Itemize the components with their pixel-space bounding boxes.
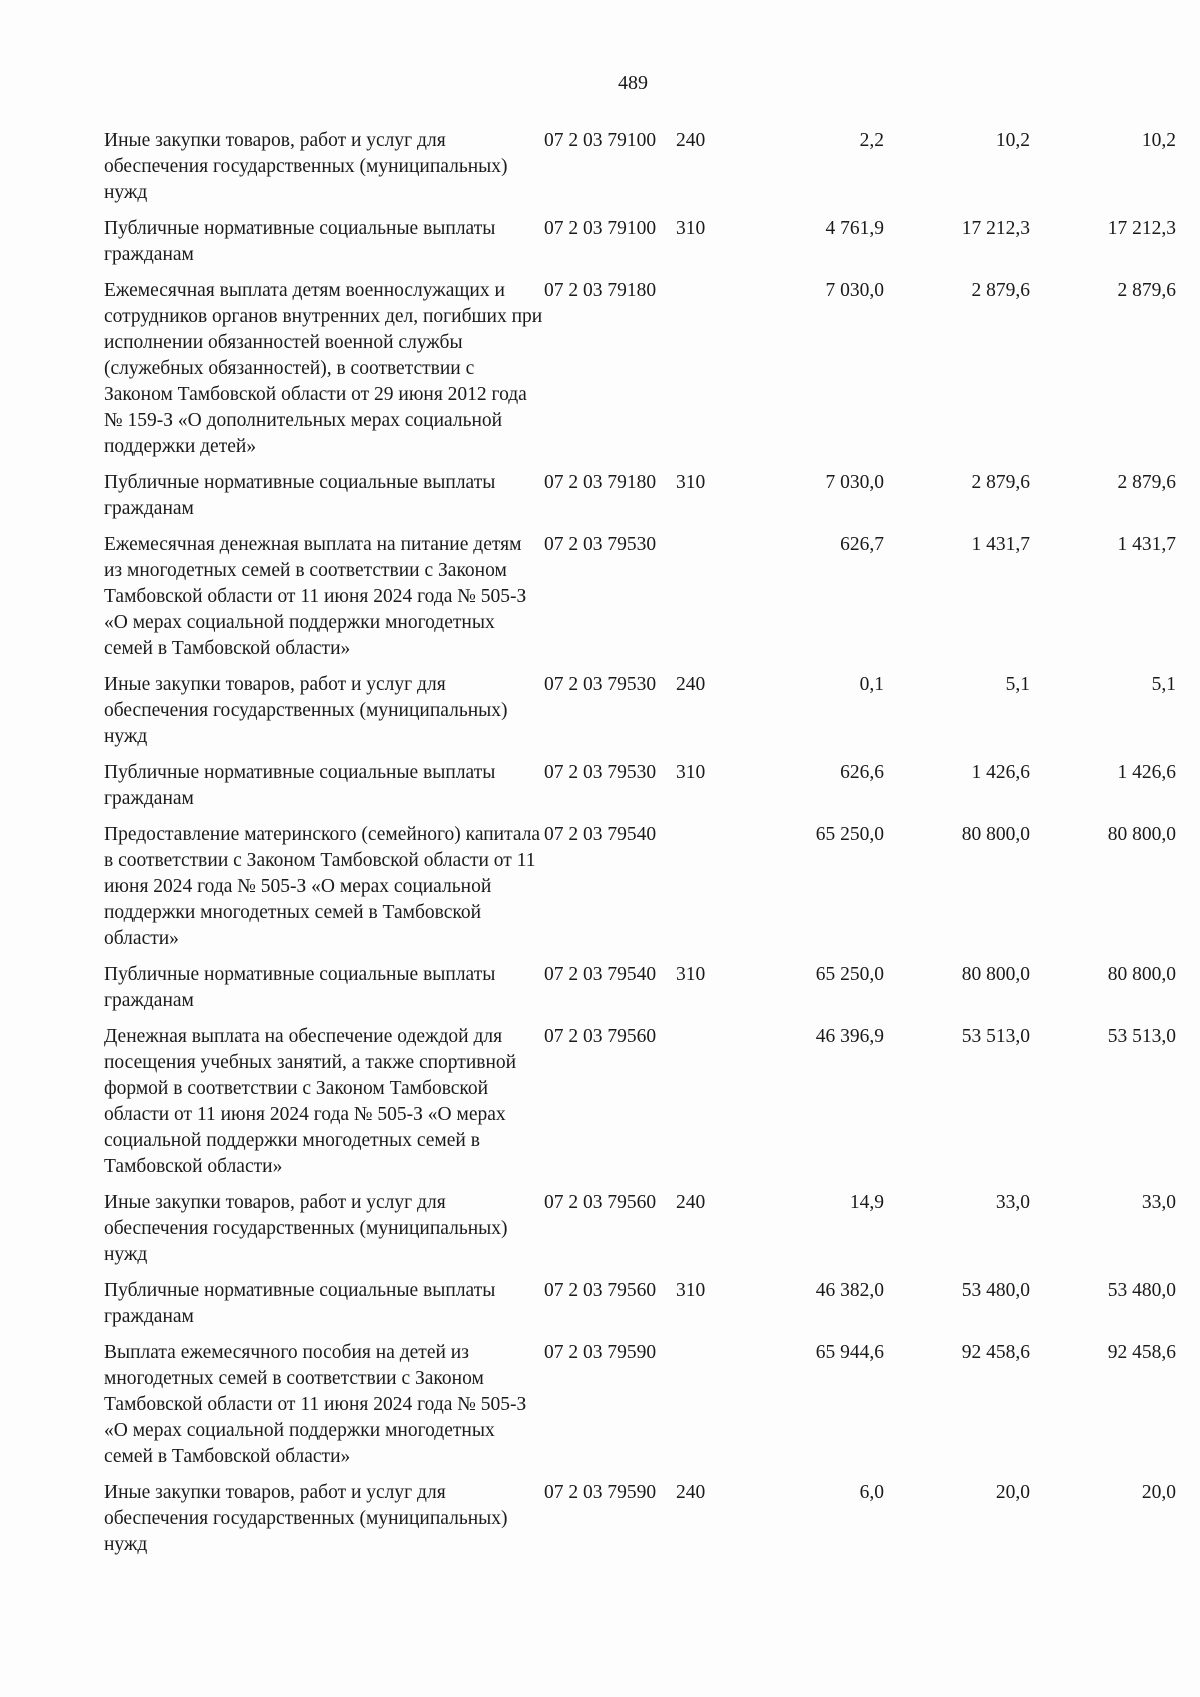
row-amount-year-3: 80 800,0 — [1107, 964, 1176, 985]
row-amount-year-1: 626,6 — [840, 762, 884, 783]
row-name: Ежемесячная выплата детям военнослужащих и сотрудников органов внутренних дел, погибших при исполнении обязанностей военной службы (служебных обязанностей), в соответствии с Законом Тамбовской области от 29 июня 2012 года № 159-З «О дополнительных мерах социальной поддержки детей» — [104, 280, 543, 457]
row-amount-year-2: 80 800,0 — [961, 964, 1030, 985]
row-name: Публичные нормативные социальные выплаты гражданам — [104, 218, 496, 265]
row-expense-type — [676, 822, 738, 962]
row-name: Публичные нормативные социальные выплаты гражданам — [104, 472, 496, 519]
row-name: Иные закупки товаров, работ и услуг для обеспечения государственных (муниципальных) нужд — [104, 1192, 508, 1265]
row-name: Публичные нормативные социальные выплаты гражданам — [104, 964, 496, 1011]
row-amount-year-3: 5,1 — [1151, 674, 1176, 695]
row-amount-year-1: 14,9 — [849, 1192, 884, 1213]
row-expense-type: 310 — [676, 762, 706, 783]
row-code: 07 2 03 79100 — [544, 130, 657, 151]
row-name: Денежная выплата на обеспечение одеждой для посещения учебных занятий, а также спортивной формой в соответствии с Законом Тамбовской области от 11 июня 2024 года № 505-З «О мерах социальной поддержки многодетных семей в Тамбовской области» — [104, 1026, 517, 1177]
table-row — [104, 1278, 1176, 1340]
row-amount-year-1: 6,0 — [859, 1482, 884, 1503]
row-amount-year-2: 5,1 — [1005, 674, 1030, 695]
row-name: Публичные нормативные социальные выплаты гражданам — [104, 762, 496, 809]
row-expense-type: 310 — [676, 964, 706, 985]
row-name: Иные закупки товаров, работ и услуг для обеспечения государственных (муниципальных) нужд — [104, 130, 508, 203]
row-code: 07 2 03 79530 — [544, 762, 657, 783]
row-amount-year-3: 92 458,6 — [1107, 1342, 1176, 1363]
budget-table-body — [104, 128, 1176, 1568]
row-amount-year-3: 1 431,7 — [1117, 534, 1176, 555]
row-amount-year-2: 53 513,0 — [961, 1026, 1030, 1047]
row-code: 07 2 03 79540 — [544, 964, 657, 985]
row-expense-type: 240 — [676, 1482, 706, 1503]
row-amount-year-3: 2 879,6 — [1117, 280, 1176, 301]
row-expense-type: 240 — [676, 130, 706, 151]
table-row — [104, 216, 1176, 278]
row-code: 07 2 03 79530 — [544, 674, 657, 695]
row-amount-year-1: 7 030,0 — [825, 280, 884, 301]
table-row — [104, 532, 1176, 672]
table-row — [104, 672, 1176, 760]
row-name: Иные закупки товаров, работ и услуг для обеспечения государственных (муниципальных) нужд — [104, 674, 508, 747]
row-amount-year-1: 65 250,0 — [815, 964, 884, 985]
row-amount-year-2: 10,2 — [995, 130, 1030, 151]
row-amount-year-3: 33,0 — [1141, 1192, 1176, 1213]
row-amount-year-2: 80 800,0 — [961, 824, 1030, 845]
row-name: Предоставление материнского (семейного) капитала в соответствии с Законом Тамбовской области от 11 июня 2024 года № 505-З «О мерах социальной поддержки многодетных семей в Тамбовской области» — [104, 824, 541, 949]
row-code: 07 2 03 79560 — [544, 1026, 657, 1047]
row-code: 07 2 03 79100 — [544, 218, 657, 239]
row-code: 07 2 03 79560 — [544, 1280, 657, 1301]
row-expense-type: 310 — [676, 472, 706, 493]
row-amount-year-3: 80 800,0 — [1107, 824, 1176, 845]
row-expense-type: 240 — [676, 1192, 706, 1213]
row-name: Иные закупки товаров, работ и услуг для обеспечения государственных (муниципальных) нужд — [104, 1482, 508, 1555]
row-amount-year-2: 2 879,6 — [971, 280, 1030, 301]
row-amount-year-2: 20,0 — [995, 1482, 1030, 1503]
row-amount-year-1: 2,2 — [859, 130, 884, 151]
row-amount-year-3: 10,2 — [1141, 130, 1176, 151]
row-amount-year-2: 1 426,6 — [971, 762, 1030, 783]
table-row — [104, 470, 1176, 532]
row-amount-year-1: 65 944,6 — [815, 1342, 884, 1363]
row-expense-type — [676, 532, 738, 672]
row-amount-year-3: 20,0 — [1141, 1482, 1176, 1503]
row-amount-year-2: 53 480,0 — [961, 1280, 1030, 1301]
row-expense-type: 240 — [676, 674, 706, 695]
row-expense-type — [676, 1024, 738, 1190]
row-amount-year-2: 33,0 — [995, 1192, 1030, 1213]
row-amount-year-3: 17 212,3 — [1107, 218, 1176, 239]
table-row — [104, 822, 1176, 962]
row-amount-year-1: 7 030,0 — [825, 472, 884, 493]
row-expense-type — [676, 1340, 738, 1480]
row-amount-year-3: 2 879,6 — [1117, 472, 1176, 493]
table-row — [104, 278, 1176, 470]
row-amount-year-1: 65 250,0 — [815, 824, 884, 845]
row-code: 07 2 03 79590 — [544, 1482, 657, 1503]
row-amount-year-2: 2 879,6 — [971, 472, 1030, 493]
table-row — [104, 1190, 1176, 1278]
table-row — [104, 1340, 1176, 1480]
row-amount-year-2: 17 212,3 — [961, 218, 1030, 239]
row-code: 07 2 03 79180 — [544, 280, 657, 301]
row-code: 07 2 03 79180 — [544, 472, 657, 493]
row-code: 07 2 03 79530 — [544, 534, 657, 555]
row-amount-year-1: 46 396,9 — [815, 1026, 884, 1047]
row-amount-year-2: 92 458,6 — [961, 1342, 1030, 1363]
budget-table — [104, 128, 1176, 1568]
row-code: 07 2 03 79560 — [544, 1192, 657, 1213]
row-amount-year-1: 4 761,9 — [825, 218, 884, 239]
row-amount-year-1: 46 382,0 — [815, 1280, 884, 1301]
row-name: Ежемесячная денежная выплата на питание детям из многодетных семей в соответствии с Законом Тамбовской области от 11 июня 2024 года № 505-З «О мерах социальной поддержки многодетных семей в Тамбовской области» — [104, 534, 527, 659]
row-amount-year-1: 0,1 — [859, 674, 884, 695]
table-row — [104, 1024, 1176, 1190]
row-expense-type: 310 — [676, 1280, 706, 1301]
table-row — [104, 128, 1176, 216]
row-amount-year-3: 1 426,6 — [1117, 762, 1176, 783]
row-name: Выплата ежемесячного пособия на детей из многодетных семей в соответствии с Законом Тамбовской области от 11 июня 2024 года № 505-З «О мерах социальной поддержки многодетных семей в Тамбовской области» — [104, 1342, 527, 1467]
page-number: 489 — [618, 72, 648, 94]
row-code: 07 2 03 79540 — [544, 824, 657, 845]
row-amount-year-3: 53 513,0 — [1107, 1026, 1176, 1047]
row-code: 07 2 03 79590 — [544, 1342, 657, 1363]
row-amount-year-2: 1 431,7 — [971, 534, 1030, 555]
row-expense-type — [676, 278, 738, 470]
row-amount-year-1: 626,7 — [840, 534, 884, 555]
table-row — [104, 760, 1176, 822]
row-expense-type: 310 — [676, 218, 706, 239]
table-row — [104, 962, 1176, 1024]
table-row — [104, 1480, 1176, 1568]
row-name: Публичные нормативные социальные выплаты гражданам — [104, 1280, 496, 1327]
row-amount-year-3: 53 480,0 — [1107, 1280, 1176, 1301]
